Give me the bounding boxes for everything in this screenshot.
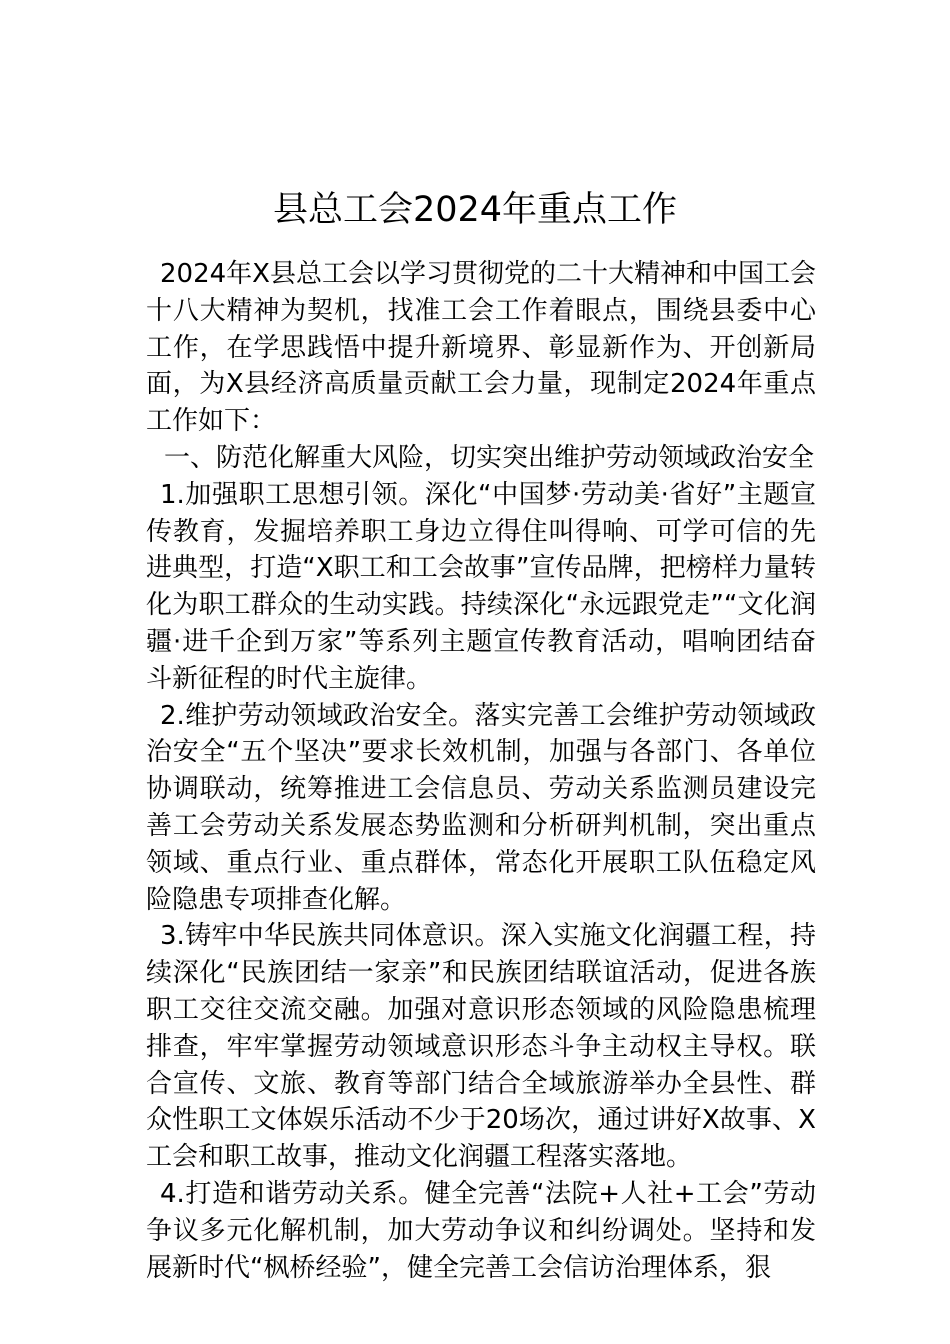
intro-paragraph: 2024年X县总工会以学习贯彻党的二十大精神和中国工会十八大精神为契机，找准工会工作着眼点，围绕县委中心工作，在学思践悟中提升新境界、彰显新作为、开创新局面，为X县经济高质量贡献工会力量，现制定2024年重点工作如下： [146,259,816,437]
item-paragraph-1: 1.加强职工思想引领。深化“中国梦·劳动美·省好”主题宣传教育，发掘培养职工身边立得住叫得响、可学可信的先进典型，打造“X职工和工会故事”宣传品牌，把榜样力量转化为职工群众的生动实践。持续深化“永远跟党走”“文化润疆·进千企到万家”等系列主题宣传教育活动，唱响团结奋斗新征程的时代主旋律。 [146,479,816,694]
item-paragraph-2: 2.维护劳动领域政治安全。落实完善工会维护劳动领域政治安全“五个坚决”要求长效机制，加强与各部门、各单位协调联动，统筹推进工会信息员、劳动关系监测员建设完善工会劳动关系发展态势监测和分析研判机制，突出重点领域、重点行业、重点群体，常态化开展职工队伍稳定风险隐患专项排查化解。 [146,700,816,915]
document-title: 县总工会2024年重点工作 [272,190,678,231]
section-heading-1: 一、防范化解重大风险，切实突出维护劳动领域政治安全 [164,442,815,473]
item-paragraph-3: 3.铸牢中华民族共同体意识。深入实施文化润疆工程，持续深化“民族团结一家亲”和民族团结联谊活动，促进各族职工交往交流交融。加强对意识形态领域的风险隐患梳理排查，牢牢掌握劳动领域意识形态斗争主动权主导权。联合宣传、文旅、教育等部门结合全域旅游举办全县性、群众性职工文体娱乐活动不少于20场次，通过讲好X故事、X工会和职工故事，推动文化润疆工程落实落地。 [146,921,816,1173]
document-body [146,256,816,1286]
item-paragraph-4: 4.打造和谐劳动关系。健全完善“法院+人社+工会”劳动争议多元化解机制，加大劳动争议和纠纷调处。坚持和发展新时代“枫桥经验”，健全完善工会信访治理体系，狠 [146,1178,816,1283]
